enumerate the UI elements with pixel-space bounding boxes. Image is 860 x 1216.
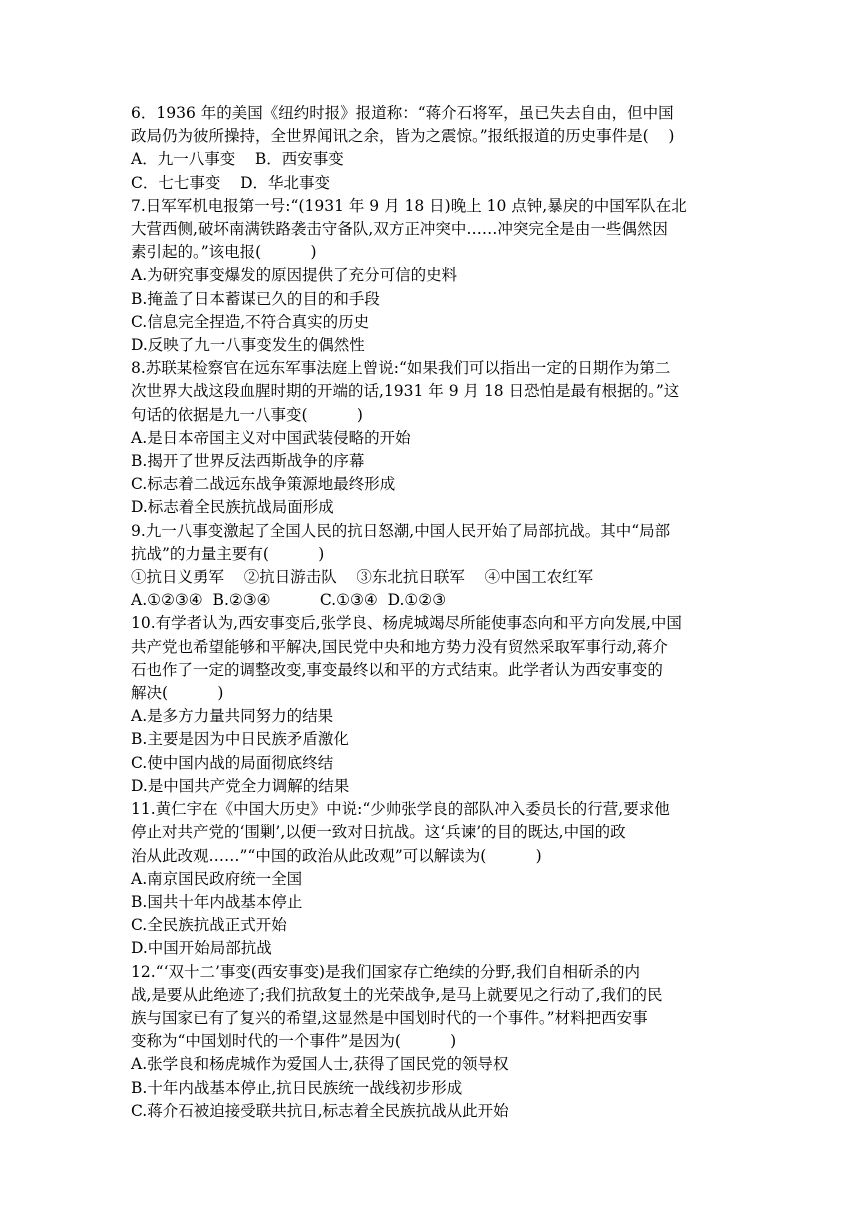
option-c: C.蒋介石被迫接受联共抗日,标志着全民族抗战从此开始 (131, 1101, 509, 1120)
question-line: 政局仍为彼所操持，全世界闻讯之余，皆为之震惊。”报纸报道的历史事件是( ) (131, 127, 675, 146)
question-line: 7.日军军机电报第一号:“(1931 年 9 月 18 日)晚上 10 点钟,暴戾的中国军队在北 (131, 196, 687, 215)
option-d: D.标志着全民族抗战局面形成 (131, 498, 334, 517)
question-12 (131, 961, 736, 1123)
question-line: 句话的依据是九一八事变( ) (131, 405, 363, 424)
question-line: 10.有学者认为,西安事变后,张学良、杨虎城竭尽所能使事态向和平方向发展,中国 (131, 614, 682, 633)
question-line: 族与国家已有了复兴的希望,这显然是中国划时代的一个事件。”材料把西安事 (131, 1008, 648, 1027)
question-9 (131, 520, 736, 613)
choice-items-line: ①抗日义勇军 ②抗日游击队 ③东北抗日联军 ④中国工农红军 (131, 568, 594, 587)
question-line: 9.九一八事变激起了全国人民的抗日怒潮,中国人民开始了局部抗战。其中“局部 (131, 521, 671, 540)
option-d: D.中国开始局部抗战 (131, 939, 272, 958)
option-a: A.是多方力量共同努力的结果 (131, 707, 334, 726)
option-a: A.张学良和杨虎城作为爱国人士,获得了国民党的领导权 (131, 1055, 509, 1074)
option-a: A.是日本帝国主义对中国武装侵略的开始 (131, 428, 411, 447)
option-d: D.是中国共产党全力调解的结果 (131, 776, 350, 795)
option-d: D.反映了九一八事变发生的偶然性 (131, 336, 365, 355)
question-6 (131, 102, 736, 195)
question-line: 大营西侧,破坏南满铁路袭击守备队,双方正冲突中……冲突完全是由一些偶然因 (131, 220, 668, 239)
question-line: 11.黄仁宇在《中国大历史》中说:“少帅张学良的部队冲入委员长的行营,要求他 (131, 800, 670, 819)
question-line: 抗战”的力量主要有( ) (131, 544, 325, 563)
option-a: A.为研究事变爆发的原因提供了充分可信的史料 (131, 266, 458, 285)
option-a: A.南京国民政府统一全国 (131, 869, 303, 888)
option-c: C.信息完全捏造,不符合真实的历史 (131, 312, 370, 331)
question-line: 解决( ) (131, 684, 224, 703)
option-c: C.全民族抗战正式开始 (131, 916, 287, 935)
option-b: B.十年内战基本停止,抗日民族统一战线初步形成 (131, 1078, 463, 1097)
question-line: 停止对共产党的‘围剿’,以便一致对日抗战。这‘兵谏’的目的既达,中国的政 (131, 823, 626, 842)
question-line: 素引起的。”该电报( ) (131, 243, 317, 262)
question-8 (131, 357, 736, 519)
option-b: B.主要是因为中日民族矛盾激化 (131, 730, 349, 749)
option-b: B.国共十年内战基本停止 (131, 892, 303, 911)
question-line: 次世界大战这段血腥时期的开端的话,1931 年 9 月 18 日恐怕是最有根据的。”这 (131, 382, 680, 401)
question-line: 共产党也希望能够和平解决,国民党中央和地方势力没有贸然采取军事行动,蒋介 (131, 637, 668, 656)
question-11 (131, 798, 736, 960)
question-line: 石也作了一定的调整改变,事变最终以和平的方式结束。此学者认为西安事变的 (131, 660, 663, 679)
option-b: B.掩盖了日本蓄谋已久的目的和手段 (131, 289, 380, 308)
question-7 (131, 195, 736, 357)
exam-page (131, 102, 736, 1123)
question-line: 8.苏联某检察官在远东军事法庭上曾说:“如果我们可以指出一定的日期作为第二 (131, 359, 671, 378)
question-line: 变称为“中国划时代的一个事件”是因为( ) (131, 1032, 457, 1051)
question-line: 12.“‘双十二’事变(西安事变)是我们国家存亡绝续的分野,我们自相斫杀的内 (131, 962, 640, 981)
option-b: B.揭开了世界反法西斯战争的序幕 (131, 452, 365, 471)
question-line: 治从此改观……”“中国的政治从此改观”可以解读为( ) (131, 846, 542, 865)
question-10 (131, 612, 736, 798)
option-c: C.标志着二战远东战争策源地最终形成 (131, 475, 396, 494)
option-line: C．七七事变 D．华北事变 (131, 173, 330, 192)
option-line: A.①②③④ B.②③④ C.①③④ D.①②③ (131, 591, 447, 610)
option-c: C.使中国内战的局面彻底终结 (131, 753, 334, 772)
question-line: 战,是要从此绝迹了;我们抗敌复土的光荣战争,是马上就要见之行动了,我们的民 (131, 985, 663, 1004)
question-line: 6．1936 年的美国《纽约时报》报道称：“蒋介石将军，虽已失去自由，但中国 (131, 104, 674, 122)
option-line: A．九一八事变 B．西安事变 (131, 150, 344, 169)
